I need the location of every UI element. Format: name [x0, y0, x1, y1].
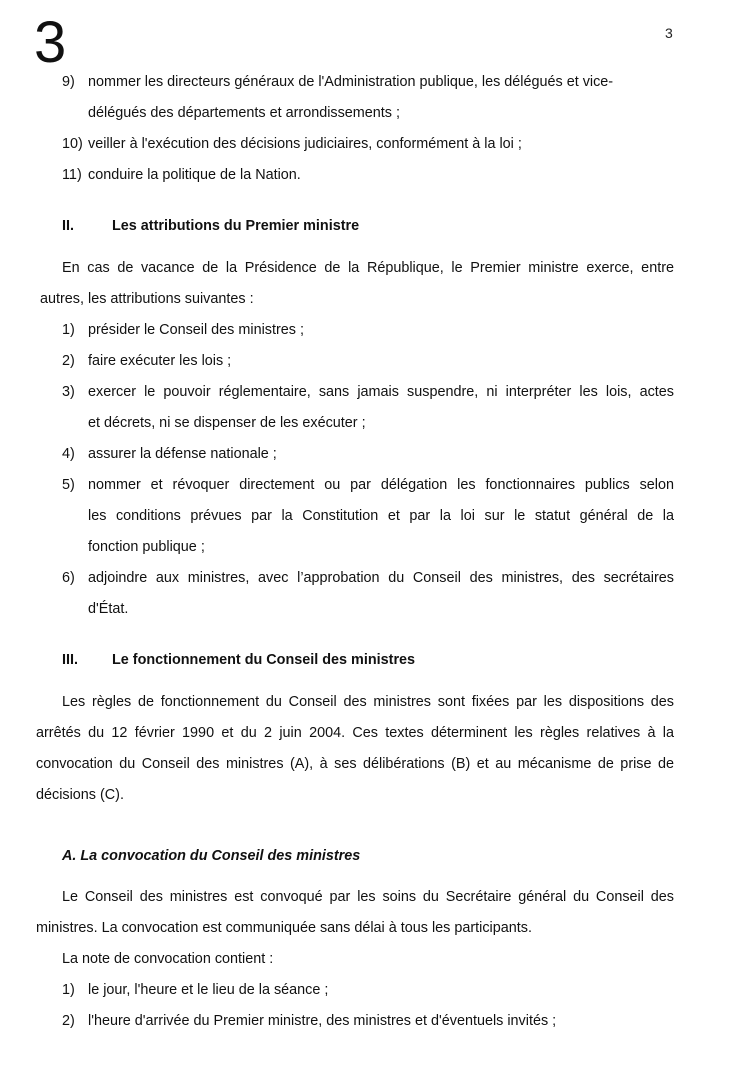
- paragraph-line: Les règles de fonctionnement du Conseil des ministres sont fixées par les dispositions des: [62, 694, 674, 710]
- page-number: 3: [665, 25, 673, 41]
- list-item-text: délégués des départements et arrondissements ;: [88, 105, 400, 121]
- section-heading: [62, 211, 359, 242]
- paragraph-line: convocation du Conseil des ministres (A), à ses délibérations (B) et au mécanisme de prise de: [36, 756, 674, 772]
- paragraph-line: autres, les attributions suivantes :: [40, 291, 254, 307]
- list-item-num: 3): [62, 384, 75, 400]
- list-item-text: l'heure d'arrivée du Premier ministre, des ministres et d'éventuels invités ;: [88, 1013, 557, 1029]
- list-item-text: assurer la défense nationale ;: [88, 446, 277, 462]
- list-item-num: 5): [62, 477, 75, 493]
- section-title: Les attributions du Premier ministre: [112, 218, 360, 234]
- list-item-text: veiller à l'exécution des décisions judiciaires, conformément à la loi ;: [88, 136, 522, 152]
- section-title: Le fonctionnement du Conseil des ministres: [112, 652, 416, 668]
- paragraph-line: arrêtés du 12 février 1990 et du 2 juin 2004. Ces textes déterminent les règles relatives à la: [36, 725, 674, 741]
- list-item-text: nommer les directeurs généraux de l'Administration publique, les délégués et vice-: [88, 74, 614, 90]
- page-number-large: 3: [34, 10, 67, 75]
- list-item-text: nommer et révoquer directement ou par délégation les fonctionnaires publics selon: [88, 477, 674, 493]
- list-item-num: 1): [62, 322, 75, 338]
- paragraph-line: Le Conseil des ministres est convoqué par les soins du Secrétaire général du Conseil des: [62, 889, 674, 905]
- list-item-text: fonction publique ;: [88, 539, 205, 555]
- list-item-num: 10): [62, 136, 83, 152]
- paragraph-line: La note de convocation contient :: [62, 951, 274, 967]
- list-item-num: 11): [62, 167, 82, 183]
- list-item-num: 2): [62, 1013, 75, 1029]
- list-item-text: conduire la politique de la Nation.: [88, 167, 301, 183]
- list-item-text: adjoindre aux ministres, avec l’approbation du Conseil des ministres, des secrétaires: [88, 570, 674, 586]
- list-item-text: les conditions prévues par la Constitution et par la loi sur le statut général de la: [88, 508, 674, 524]
- list-item-num: 1): [62, 982, 75, 998]
- list-item-num: 4): [62, 446, 75, 462]
- list-item-num: 9): [62, 74, 75, 90]
- section-numeral: II.: [62, 218, 74, 234]
- list-item-text: et décrets, ni se dispenser de les exécuter ;: [88, 415, 366, 431]
- paragraph-line: ministres. La convocation est communiquée sans délai à tous les participants.: [36, 920, 532, 936]
- list-item-text: exercer le pouvoir réglementaire, sans jamais suspendre, ni interpréter les lois, actes: [88, 384, 674, 400]
- paragraph-line: En cas de vacance de la Présidence de la République, le Premier ministre exerce, entre: [62, 260, 674, 276]
- section-heading: [62, 645, 415, 676]
- section-numeral: III.: [62, 652, 78, 668]
- paragraph-line: décisions (C).: [36, 787, 124, 803]
- list-item-text: le jour, l'heure et le lieu de la séance ;: [88, 982, 329, 998]
- list-item-num: 6): [62, 570, 75, 586]
- list-item-text: faire exécuter les lois ;: [88, 353, 232, 369]
- list-item-text: présider le Conseil des ministres ;: [88, 322, 304, 338]
- subsection-heading: A. La convocation du Conseil des ministres: [62, 848, 361, 864]
- list-item-text: d'État.: [88, 601, 129, 617]
- list-item-num: 2): [62, 353, 75, 369]
